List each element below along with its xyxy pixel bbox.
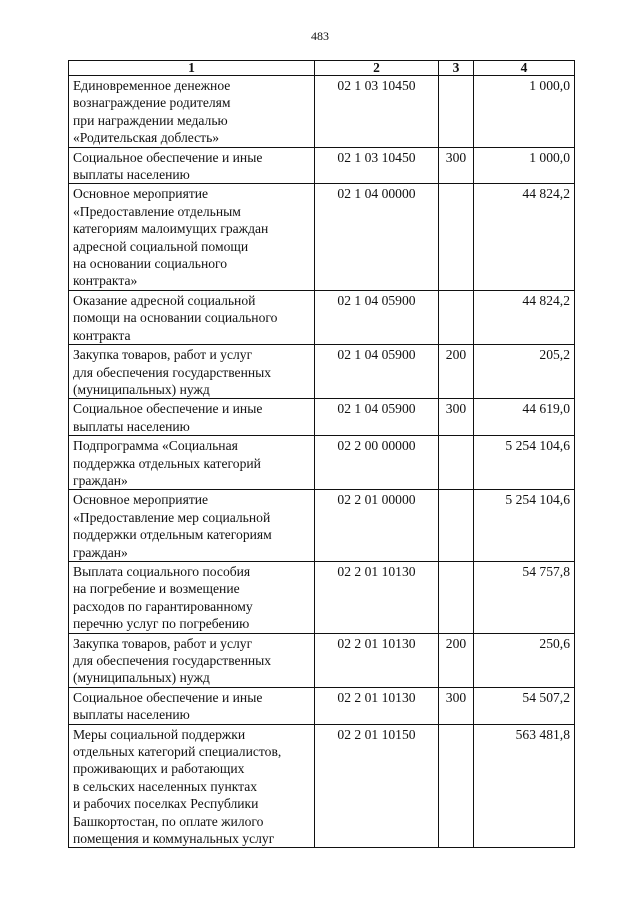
column-header-expense-type: 3 [439,61,474,76]
cell-name: Меры социальной поддержки отдельных категорий специалистов, проживающих и работающих в сельских населенных пунктах и рабочих поселках Республики Башкортостан, по оплате жилого помещения и коммунальных услуг [69,724,315,848]
cell-classification-code: 02 1 04 00000 [315,184,439,290]
table-row [69,147,575,184]
cell-amount: 44 619,0 [474,399,575,436]
cell-amount: 205,2 [474,345,575,399]
cell-name: Оказание адресной социальной помощи на основании социального контракта [69,290,315,344]
cell-classification-code: 02 2 01 00000 [315,490,439,562]
cell-amount: 1 000,0 [474,147,575,184]
table-row [69,687,575,724]
cell-name: Закупка товаров, работ и услуг для обеспечения государственных (муниципальных) нужд [69,345,315,399]
cell-expense-type: 300 [439,687,474,724]
cell-classification-code: 02 1 04 05900 [315,345,439,399]
cell-amount: 250,6 [474,633,575,687]
column-header-code: 2 [315,61,439,76]
cell-name: Основное мероприятие «Предоставление мер социальной поддержки отдельным категориям граждан» [69,490,315,562]
table-header-row [69,61,575,76]
cell-name: Социальное обеспечение и иные выплаты населению [69,147,315,184]
budget-table [68,60,575,848]
cell-name: Социальное обеспечение и иные выплаты населению [69,399,315,436]
table-row [69,399,575,436]
page-number: 483 [311,29,329,43]
table-row [69,436,575,490]
cell-expense-type [439,724,474,848]
cell-amount: 563 481,8 [474,724,575,848]
cell-classification-code: 02 2 01 10130 [315,633,439,687]
table-row [69,345,575,399]
table-row [69,724,575,848]
table-row [69,561,575,633]
table-row [69,490,575,562]
cell-expense-type [439,490,474,562]
cell-expense-type: 200 [439,633,474,687]
table-row [69,184,575,290]
table-row [69,76,575,148]
cell-expense-type [439,561,474,633]
cell-classification-code: 02 2 01 10150 [315,724,439,848]
cell-amount: 54 507,2 [474,687,575,724]
cell-name: Социальное обеспечение и иные выплаты населению [69,687,315,724]
cell-amount: 1 000,0 [474,76,575,148]
cell-classification-code: 02 1 03 10450 [315,76,439,148]
cell-classification-code: 02 1 03 10450 [315,147,439,184]
cell-classification-code: 02 1 04 05900 [315,290,439,344]
cell-name: Подпрограмма «Социальная поддержка отдельных категорий граждан» [69,436,315,490]
cell-classification-code: 02 1 04 05900 [315,399,439,436]
cell-expense-type: 200 [439,345,474,399]
cell-classification-code: 02 2 01 10130 [315,561,439,633]
table-row [69,290,575,344]
cell-expense-type [439,290,474,344]
cell-amount: 5 254 104,6 [474,490,575,562]
cell-expense-type [439,436,474,490]
cell-name: Единовременное денежное вознаграждение родителям при награждении медалью «Родительская доблесть» [69,76,315,148]
cell-expense-type [439,184,474,290]
cell-amount: 5 254 104,6 [474,436,575,490]
table-row [69,633,575,687]
cell-expense-type [439,76,474,148]
cell-name: Закупка товаров, работ и услуг для обеспечения государственных (муниципальных) нужд [69,633,315,687]
cell-expense-type: 300 [439,399,474,436]
cell-classification-code: 02 2 01 10130 [315,687,439,724]
column-header-name: 1 [69,61,315,76]
cell-expense-type: 300 [439,147,474,184]
cell-amount: 44 824,2 [474,290,575,344]
cell-amount: 44 824,2 [474,184,575,290]
cell-name: Основное мероприятие «Предоставление отдельным категориям малоимущих граждан адресной социальной помощи на основании социального контракта» [69,184,315,290]
cell-amount: 54 757,8 [474,561,575,633]
cell-name: Выплата социального пособия на погребение и возмещение расходов по гарантированному перечню услуг по погребению [69,561,315,633]
column-header-amount: 4 [474,61,575,76]
cell-classification-code: 02 2 00 00000 [315,436,439,490]
